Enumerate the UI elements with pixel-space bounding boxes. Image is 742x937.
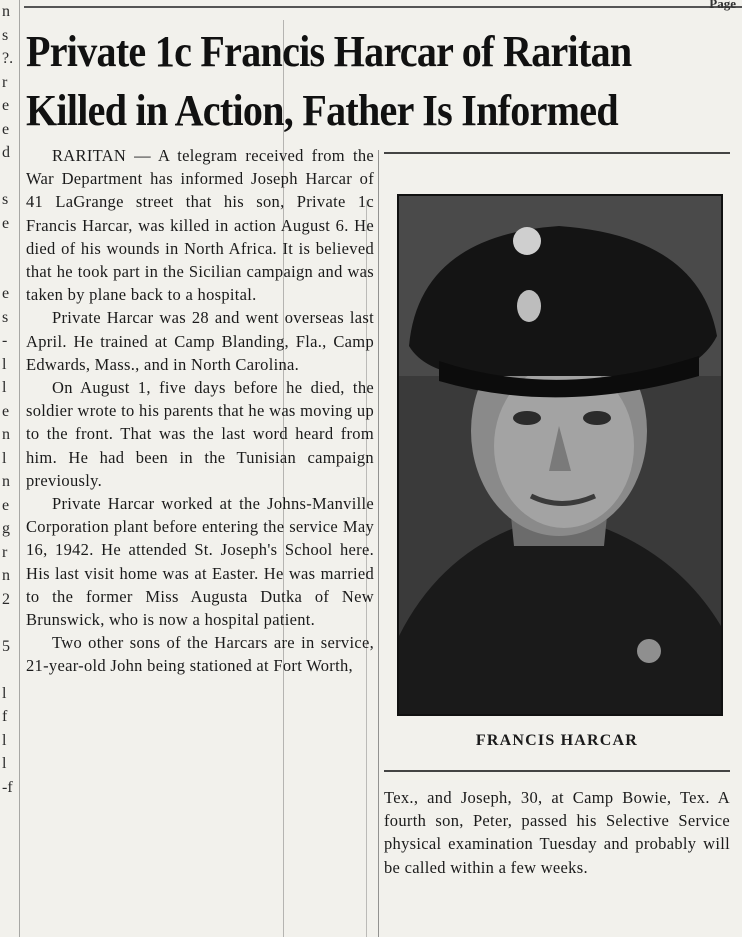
adjacent-column-fragment: g [2,520,10,537]
paragraph-2: Private Harcar was 28 and went overseas last April. He trained at Camp Blanding, Fla., Camp Edwards, Mass., and in North Carolina. [26,308,374,374]
headline [26,22,665,140]
adjacent-column-fragment: e [2,496,10,514]
adjacent-column-fragment [2,259,16,283]
top-rule [24,6,742,8]
adjacent-column-fragment: s [2,26,9,44]
adjacent-column-fragment: e [2,214,10,232]
adjacent-column-fragment: e [2,285,10,302]
adjacent-column-fragment: n [2,473,10,490]
adjacent-column-fragment: l [2,379,7,396]
article-body [26,144,374,678]
adjacent-column-fragment [2,235,16,259]
adjacent-column-fragment: 2 [2,590,10,608]
adjacent-column-fragment: n [2,3,10,20]
adjacent-column-fragment: -f [2,778,13,796]
adjacent-column-fragment: f [2,708,8,725]
adjacent-column-fragment: l [2,684,7,702]
adjacent-column-fragment: r [2,543,8,561]
column-divider [378,150,379,937]
adjacent-column-fragment: l [2,755,7,772]
adjacent-column-fragment: - [2,332,8,349]
adjacent-column-fragment: e [2,120,10,138]
photo-caption: FRANCIS HARCAR [475,732,639,749]
adjacent-column-fragment [2,658,16,682]
page-folio: Page [709,0,736,11]
headline-line-2: Killed in Action, Father Is Informed [26,85,618,135]
adjacent-column-fragment: n [2,567,10,584]
paragraph-4: Private Harcar worked at the Johns-Manville Corporation plant before entering the service May 16, 1942. He attended St. Joseph's School here. His last visit home was at Easter. He was married to the former Miss Augusta Dutka of New Brunswick, who is now a hospital patient. [26,494,374,630]
portrait-photo [397,194,723,716]
adjacent-column-fragment [2,165,16,189]
adjacent-column-fragment: s [2,308,9,326]
paragraph-5: Two other sons of the Harcars are in service, 21-year-old John being stationed at Fort Worth, [26,633,374,676]
adjacent-column-fragment: 5 [2,637,10,655]
adjacent-column-fragment: n [2,426,10,443]
soldier-portrait-image [399,196,721,714]
adjacent-column-fragments [2,0,16,799]
adjacent-column-fragment: l [2,731,7,749]
adjacent-column-fragment: e [2,97,10,114]
headline-line-1: Private 1c Francis Harcar of Raritan [26,26,632,76]
adjacent-column-fragment: e [2,402,10,420]
adjacent-column-fragment: ?. [2,50,14,67]
caption-rule [384,770,730,772]
adjacent-column-fragment: r [2,73,8,91]
adjacent-column-fragment [2,611,16,635]
continuation-paragraph: Tex., and Joseph, 30, at Camp Bowie, Tex. A fourth son, Peter, passed his Selective Service physical examination Tuesday and probably will be called within a few weeks. [384,788,730,877]
adjacent-column-fragment: d [2,144,10,161]
adjacent-column-fragment: s [2,191,9,208]
photo-top-rule [384,152,730,154]
adjacent-column-fragment: l [2,355,7,373]
article-continuation [384,786,730,879]
fold-crease [19,0,20,937]
paragraph-3: On August 1, five days before he died, the soldier wrote to his parents that he was moving up to the front. That was the last word heard from him. He had been in the Tunisian campaign previously. [26,378,374,490]
adjacent-column-fragment: l [2,449,7,467]
paragraph-1: RARITAN — A telegram received from the War Department has informed Joseph Harcar of 41 LaGrange street that his son, Private 1c Francis Harcar, was killed in action August 6. He died of his wounds in North Africa. It is believed that he took part in the Sicilian campaign and was taken by plane back to a hospital. [26,146,374,305]
